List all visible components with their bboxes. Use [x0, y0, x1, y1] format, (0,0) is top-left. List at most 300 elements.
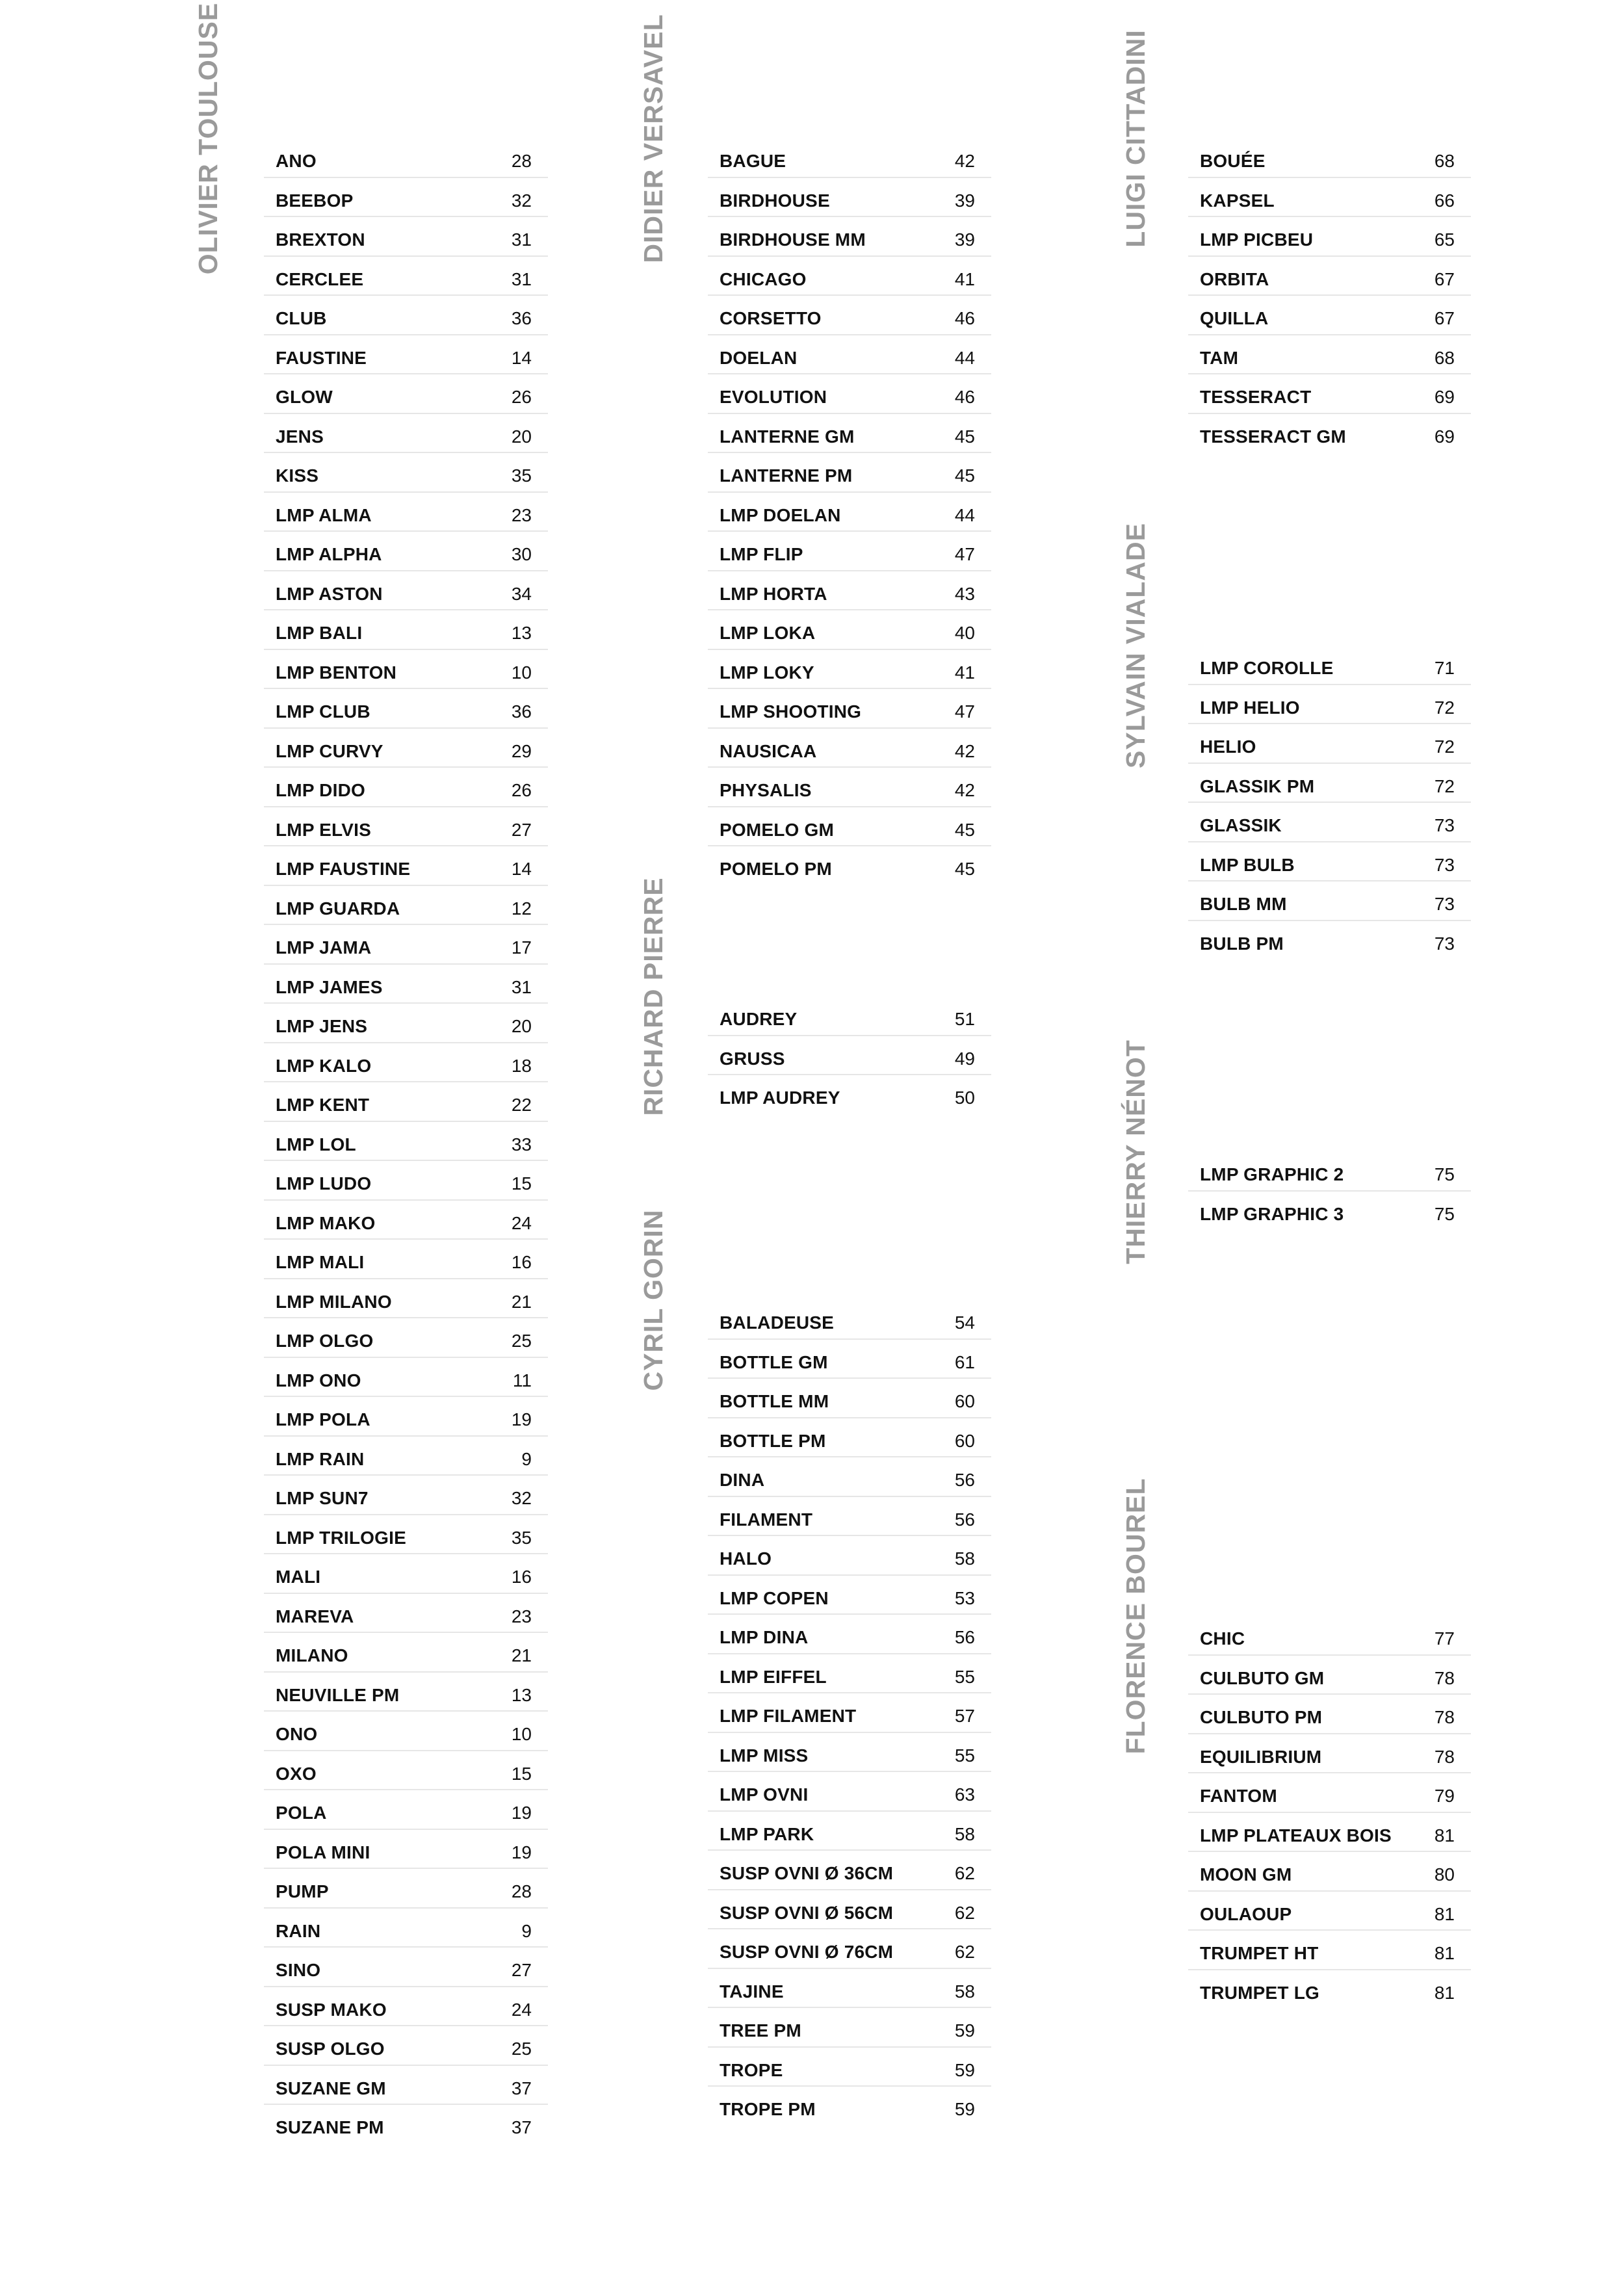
index-row — [708, 1379, 991, 1418]
product-name: CHICAGO — [720, 268, 807, 289]
index-row — [708, 1812, 991, 1851]
product-name: LMP ELVIS — [276, 819, 372, 840]
product-name: LMP MISS — [720, 1745, 809, 1766]
page-number: 81 — [1434, 1943, 1455, 1963]
index-row — [1188, 1734, 1471, 1774]
index-row — [1188, 842, 1471, 882]
index-row — [708, 178, 991, 218]
product-name: ANO — [276, 151, 317, 171]
page-number: 26 — [511, 387, 532, 407]
index-row — [264, 1909, 548, 1948]
page-number: 77 — [1434, 1628, 1455, 1649]
page-number: 81 — [1434, 1903, 1455, 1924]
product-name: BOTTLE PM — [720, 1430, 826, 1451]
page-number: 19 — [511, 1803, 532, 1823]
index-row — [1188, 1616, 1471, 1656]
page-number: 13 — [511, 623, 532, 643]
product-name: BIRDHOUSE MM — [720, 229, 866, 250]
page-number: 46 — [954, 308, 975, 328]
index-row — [1188, 1931, 1471, 1970]
index-row — [264, 1515, 548, 1555]
product-name: LMP MALI — [276, 1252, 365, 1272]
product-name: LMP BENTON — [276, 662, 397, 683]
page-number: 58 — [954, 1823, 975, 1844]
product-list-luigi-cittadini — [1188, 138, 1471, 453]
product-name: LMP JENS — [276, 1016, 368, 1036]
page-number: 73 — [1434, 854, 1455, 875]
page-number: 78 — [1434, 1707, 1455, 1727]
product-name: JENS — [276, 426, 324, 447]
index-row — [1188, 1852, 1471, 1892]
product-name: LMP FLIP — [720, 544, 803, 564]
index-row — [708, 1733, 991, 1773]
product-name: TREE PM — [720, 2020, 801, 2041]
product-name: TESSERACT GM — [1200, 426, 1346, 447]
index-row — [264, 1869, 548, 1909]
index-row — [264, 2105, 548, 2145]
index-row — [1188, 1813, 1471, 1853]
product-name: LMP COROLLE — [1200, 658, 1334, 678]
product-name: POMELO PM — [720, 859, 832, 879]
index-row — [708, 997, 991, 1036]
product-name: LMP OLGO — [276, 1331, 374, 1351]
page-number: 37 — [511, 2078, 532, 2098]
product-name: LMP PARK — [720, 1823, 814, 1844]
index-row — [1188, 724, 1471, 764]
product-name: GLASSIK PM — [1200, 776, 1315, 796]
index-row — [708, 1576, 991, 1615]
product-name: LMP DIDO — [276, 780, 365, 800]
index-row — [1188, 1892, 1471, 1931]
page-number: 13 — [511, 1684, 532, 1705]
product-name: LMP PLATEAUX BOIS — [1200, 1825, 1392, 1846]
page-number: 29 — [511, 740, 532, 761]
product-name: OXO — [276, 1763, 317, 1784]
page-number: 45 — [954, 426, 975, 447]
page-number: 27 — [511, 819, 532, 840]
product-name: AUDREY — [720, 1009, 798, 1029]
index-row — [1188, 138, 1471, 178]
page-number: 72 — [1434, 776, 1455, 796]
product-name: CORSETTO — [720, 308, 822, 328]
page-number: 69 — [1434, 426, 1455, 447]
page-number: 60 — [954, 1430, 975, 1451]
product-name: HALO — [720, 1548, 772, 1569]
page-number: 11 — [512, 1370, 532, 1390]
page-number: 57 — [954, 1706, 975, 1726]
index-row — [708, 532, 991, 571]
product-name: LMP MAKO — [276, 1212, 376, 1233]
page-number: 50 — [954, 1088, 975, 1108]
index-row — [1188, 257, 1471, 296]
product-name: RAIN — [276, 1920, 321, 1941]
index-row — [1188, 335, 1471, 375]
designer-name-florence-bourel: FLORENCE BOUREL — [1121, 1478, 1150, 1755]
index-row — [264, 1673, 548, 1712]
designer-name-sylvain-vialade: SYLVAIN VIALADE — [1121, 523, 1150, 768]
index-row — [264, 886, 548, 926]
product-name: PHYSALIS — [720, 780, 812, 800]
page-number: 31 — [511, 268, 532, 289]
index-row — [708, 414, 991, 454]
index-row — [264, 610, 548, 650]
page-number: 23 — [511, 504, 532, 525]
product-name: SUSP OVNI Ø 36CM — [720, 1863, 894, 1883]
index-row — [264, 1318, 548, 1358]
index-row — [708, 1036, 991, 1076]
product-name: HELIO — [1200, 737, 1256, 757]
index-row — [708, 296, 991, 335]
page-number: 23 — [511, 1606, 532, 1626]
page-number: 54 — [954, 1312, 975, 1333]
product-name: CULBUTO PM — [1200, 1707, 1323, 1727]
product-name: CLUB — [276, 308, 327, 328]
index-row — [264, 532, 548, 571]
index-row — [264, 571, 548, 611]
product-name: CULBUTO GM — [1200, 1667, 1325, 1688]
index-row — [708, 257, 991, 296]
index-row — [1188, 881, 1471, 921]
page-number: 21 — [511, 1645, 532, 1665]
page-number: 56 — [954, 1509, 975, 1530]
product-name: SUZANE GM — [276, 2078, 386, 2098]
index-row — [264, 846, 548, 886]
product-name: LMP LUDO — [276, 1173, 372, 1194]
index-row — [264, 2026, 548, 2066]
index-row — [264, 1594, 548, 1634]
product-name: BREXTON — [276, 229, 365, 250]
index-row — [264, 178, 548, 218]
page-number: 17 — [511, 937, 532, 958]
product-name: BULB PM — [1200, 933, 1284, 954]
index-row — [708, 846, 991, 886]
page-number: 78 — [1434, 1746, 1455, 1767]
index-row — [1188, 1773, 1471, 1813]
page-number: 73 — [1434, 933, 1455, 954]
page-number: 42 — [954, 151, 975, 171]
product-name: LMP FILAMENT — [720, 1706, 857, 1726]
product-name: POLA MINI — [276, 1842, 370, 1862]
page-number: 73 — [1434, 815, 1455, 835]
product-name: LMP LOL — [276, 1134, 356, 1155]
product-name: PUMP — [276, 1881, 329, 1901]
index-row — [264, 493, 548, 532]
index-row — [264, 1476, 548, 1515]
designer-name-didier-versavel: DIDIER VERSAVEL — [638, 14, 668, 263]
index-row — [264, 1830, 548, 1870]
index-row — [264, 374, 548, 414]
product-name: LMP DOELAN — [720, 504, 841, 525]
page-number: 20 — [511, 426, 532, 447]
product-name: TAJINE — [720, 1981, 784, 2002]
page-number: 19 — [511, 1842, 532, 1862]
product-name: LMP OVNI — [720, 1784, 809, 1805]
index-row — [708, 2008, 991, 2048]
index-row — [1188, 1192, 1471, 1231]
product-name: POMELO GM — [720, 819, 835, 840]
product-name: TROPE PM — [720, 2099, 816, 2119]
index-row — [264, 453, 548, 493]
page-number: 45 — [954, 465, 975, 486]
product-name: TAM — [1200, 347, 1239, 368]
index-row — [264, 1437, 548, 1476]
page-number: 75 — [1434, 1164, 1455, 1184]
page-number: 26 — [511, 780, 532, 800]
product-name: CHIC — [1200, 1628, 1245, 1649]
index-row — [1188, 803, 1471, 842]
product-name: LANTERNE GM — [720, 426, 855, 447]
index-row — [264, 1122, 548, 1162]
page-number: 35 — [511, 465, 532, 486]
page-number: 55 — [954, 1666, 975, 1687]
page-number: 80 — [1434, 1864, 1455, 1885]
product-name: SINO — [276, 1960, 321, 1980]
product-name: LMP GRAPHIC 3 — [1200, 1203, 1344, 1224]
index-row — [1188, 646, 1471, 685]
index-row — [264, 689, 548, 729]
page-number: 40 — [954, 623, 975, 643]
index-row — [1188, 1152, 1471, 1192]
page-number: 16 — [511, 1567, 532, 1587]
product-name: BULB MM — [1200, 894, 1287, 914]
page-number: 55 — [954, 1745, 975, 1766]
product-name: LMP HORTA — [720, 583, 827, 604]
product-name: SUSP OVNI Ø 76CM — [720, 1942, 894, 1962]
index-row — [264, 807, 548, 847]
product-name: GLOW — [276, 387, 333, 407]
page-number: 44 — [954, 504, 975, 525]
product-name: QUILLA — [1200, 308, 1269, 328]
product-name: LMP PICBEU — [1200, 229, 1314, 250]
page-number: 62 — [954, 1902, 975, 1923]
product-list-cyril-gorin — [708, 1300, 991, 2126]
page-number: 69 — [1434, 387, 1455, 407]
index-row — [708, 2087, 991, 2126]
product-name: EVOLUTION — [720, 387, 827, 407]
page-number: 15 — [511, 1173, 532, 1194]
index-row — [708, 1969, 991, 2009]
index-row — [708, 1693, 991, 1733]
page-number: 72 — [1434, 697, 1455, 718]
product-name: BIRDHOUSE — [720, 190, 830, 211]
product-name: LANTERNE PM — [720, 465, 853, 486]
product-name: LMP LOKY — [720, 662, 814, 683]
page-number: 10 — [511, 1724, 532, 1744]
index-row — [708, 689, 991, 729]
index-row — [708, 2048, 991, 2087]
designer-name-luigi-cittadini: LUIGI CITTADINI — [1121, 29, 1150, 248]
index-row — [264, 1043, 548, 1083]
page-number: 14 — [511, 859, 532, 879]
product-name: LMP AUDREY — [720, 1088, 840, 1108]
product-name: LMP FAUSTINE — [276, 859, 411, 879]
index-row — [708, 768, 991, 807]
product-name: LMP EIFFEL — [720, 1666, 827, 1687]
index-row — [264, 925, 548, 965]
page-number: 56 — [954, 1627, 975, 1647]
product-name: DINA — [720, 1470, 765, 1490]
page-number: 68 — [1434, 151, 1455, 171]
product-name: LMP DINA — [720, 1627, 809, 1647]
page-number: 72 — [1434, 737, 1455, 757]
page-number: 63 — [954, 1784, 975, 1805]
index-row — [264, 729, 548, 768]
page-number: 71 — [1434, 658, 1455, 678]
product-name: KAPSEL — [1200, 190, 1275, 211]
index-row — [1188, 685, 1471, 725]
page-number: 34 — [511, 583, 532, 604]
page-number: 68 — [1434, 347, 1455, 368]
page-number: 32 — [511, 1488, 532, 1508]
page-number: 47 — [954, 544, 975, 564]
index-row — [708, 1890, 991, 1930]
page-number: 39 — [954, 229, 975, 250]
index-row — [264, 1712, 548, 1751]
product-name: LMP SUN7 — [276, 1488, 369, 1508]
page-number: 67 — [1434, 308, 1455, 328]
product-name: LMP JAMA — [276, 937, 372, 958]
index-row — [708, 1929, 991, 1969]
product-name: BAGUE — [720, 151, 786, 171]
designer-name-richard-pierre: RICHARD PIERRE — [638, 877, 668, 1116]
index-row — [708, 1340, 991, 1379]
product-name: GRUSS — [720, 1048, 785, 1069]
page-number: 28 — [511, 151, 532, 171]
page-number: 67 — [1434, 268, 1455, 289]
page-number: 10 — [511, 662, 532, 683]
page-number: 27 — [511, 1960, 532, 1980]
page-number: 73 — [1434, 894, 1455, 914]
index-row — [708, 1851, 991, 1890]
product-name: GLASSIK — [1200, 815, 1282, 835]
index-row — [264, 138, 548, 178]
page-number: 45 — [954, 819, 975, 840]
page-number: 31 — [511, 229, 532, 250]
page-number: 62 — [954, 1863, 975, 1883]
index-row — [264, 1358, 548, 1398]
page-number: 58 — [954, 1981, 975, 2002]
page-number: 14 — [511, 347, 532, 368]
index-row — [264, 1554, 548, 1594]
product-name: BOTTLE MM — [720, 1391, 829, 1411]
page-number: 51 — [954, 1009, 975, 1029]
index-row — [708, 1536, 991, 1576]
product-name: LMP ASTON — [276, 583, 383, 604]
page-number: 60 — [954, 1391, 975, 1411]
page-number: 42 — [954, 780, 975, 800]
index-row — [708, 1075, 991, 1115]
index-row — [264, 1948, 548, 1987]
product-name: LMP BULB — [1200, 854, 1295, 875]
page-number: 33 — [511, 1134, 532, 1155]
product-name: LMP COPEN — [720, 1587, 829, 1608]
index-row — [708, 1418, 991, 1458]
page-number: 44 — [954, 347, 975, 368]
page-number: 42 — [954, 740, 975, 761]
index-row — [1188, 1970, 1471, 2010]
product-name: FILAMENT — [720, 1509, 813, 1530]
index-row — [264, 1161, 548, 1201]
index-row — [708, 217, 991, 257]
index-row — [708, 610, 991, 650]
product-name: LMP HELIO — [1200, 697, 1300, 718]
page-number: 45 — [954, 859, 975, 879]
page-number: 81 — [1434, 1825, 1455, 1846]
page-number: 59 — [954, 2059, 975, 2080]
product-name: MILANO — [276, 1645, 348, 1665]
page-number: 24 — [511, 1999, 532, 2020]
index-row — [708, 807, 991, 847]
product-name: BOTTLE GM — [720, 1351, 828, 1372]
page-number: 53 — [954, 1587, 975, 1608]
page-number: 28 — [511, 1881, 532, 1901]
index-row — [708, 335, 991, 375]
index-row — [1188, 414, 1471, 454]
product-list-thierry-nenot — [1188, 1152, 1471, 1231]
product-name: MAREVA — [276, 1606, 354, 1626]
product-name: LMP MILANO — [276, 1291, 392, 1312]
product-name: TESSERACT — [1200, 387, 1312, 407]
page-number: 39 — [954, 190, 975, 211]
index-row — [708, 1772, 991, 1812]
page-number: 20 — [511, 1016, 532, 1036]
index-row — [1188, 1656, 1471, 1695]
product-name: TRUMPET LG — [1200, 1982, 1319, 2003]
index-row — [1188, 217, 1471, 257]
product-name: LMP POLA — [276, 1409, 370, 1429]
product-list-florence-bourel — [1188, 1616, 1471, 2009]
index-row — [708, 138, 991, 178]
page-number: 22 — [511, 1095, 532, 1115]
product-name: MOON GM — [1200, 1864, 1292, 1885]
index-row — [708, 374, 991, 414]
product-name: SUSP OLGO — [276, 2039, 385, 2059]
product-name: BEEBOP — [276, 190, 354, 211]
index-row — [264, 1240, 548, 1279]
page-number: 21 — [511, 1291, 532, 1312]
page-number: 46 — [954, 387, 975, 407]
product-name: TROPE — [720, 2059, 783, 2080]
product-name: LMP GUARDA — [276, 898, 400, 919]
page-number: 9 — [521, 1920, 532, 1941]
product-name: OULAOUP — [1200, 1903, 1292, 1924]
page-number: 30 — [511, 544, 532, 564]
product-name: LMP CLUB — [276, 701, 370, 722]
product-name: NAUSICAA — [720, 740, 817, 761]
index-row — [264, 768, 548, 807]
page-number: 35 — [511, 1527, 532, 1548]
product-name: MALI — [276, 1567, 321, 1587]
product-name: LMP LOKA — [720, 623, 816, 643]
product-list-didier-versavel — [708, 138, 991, 886]
index-row — [708, 453, 991, 493]
page-number: 19 — [511, 1409, 532, 1429]
product-name: LMP CURVY — [276, 740, 383, 761]
page-number: 43 — [954, 583, 975, 604]
product-name: LMP KALO — [276, 1055, 372, 1076]
index-row — [1188, 764, 1471, 803]
product-name: SUSP MAKO — [276, 1999, 387, 2020]
index-row — [708, 493, 991, 532]
index-row — [708, 1497, 991, 1537]
product-name: NEUVILLE PM — [276, 1684, 400, 1705]
page-number: 56 — [954, 1470, 975, 1490]
product-name: LMP BALI — [276, 623, 363, 643]
index-row — [264, 296, 548, 335]
index-row — [264, 1397, 548, 1437]
designer-name-thierry-nenot: THIERRY NÉNOT — [1121, 1039, 1150, 1264]
index-row — [708, 1654, 991, 1694]
